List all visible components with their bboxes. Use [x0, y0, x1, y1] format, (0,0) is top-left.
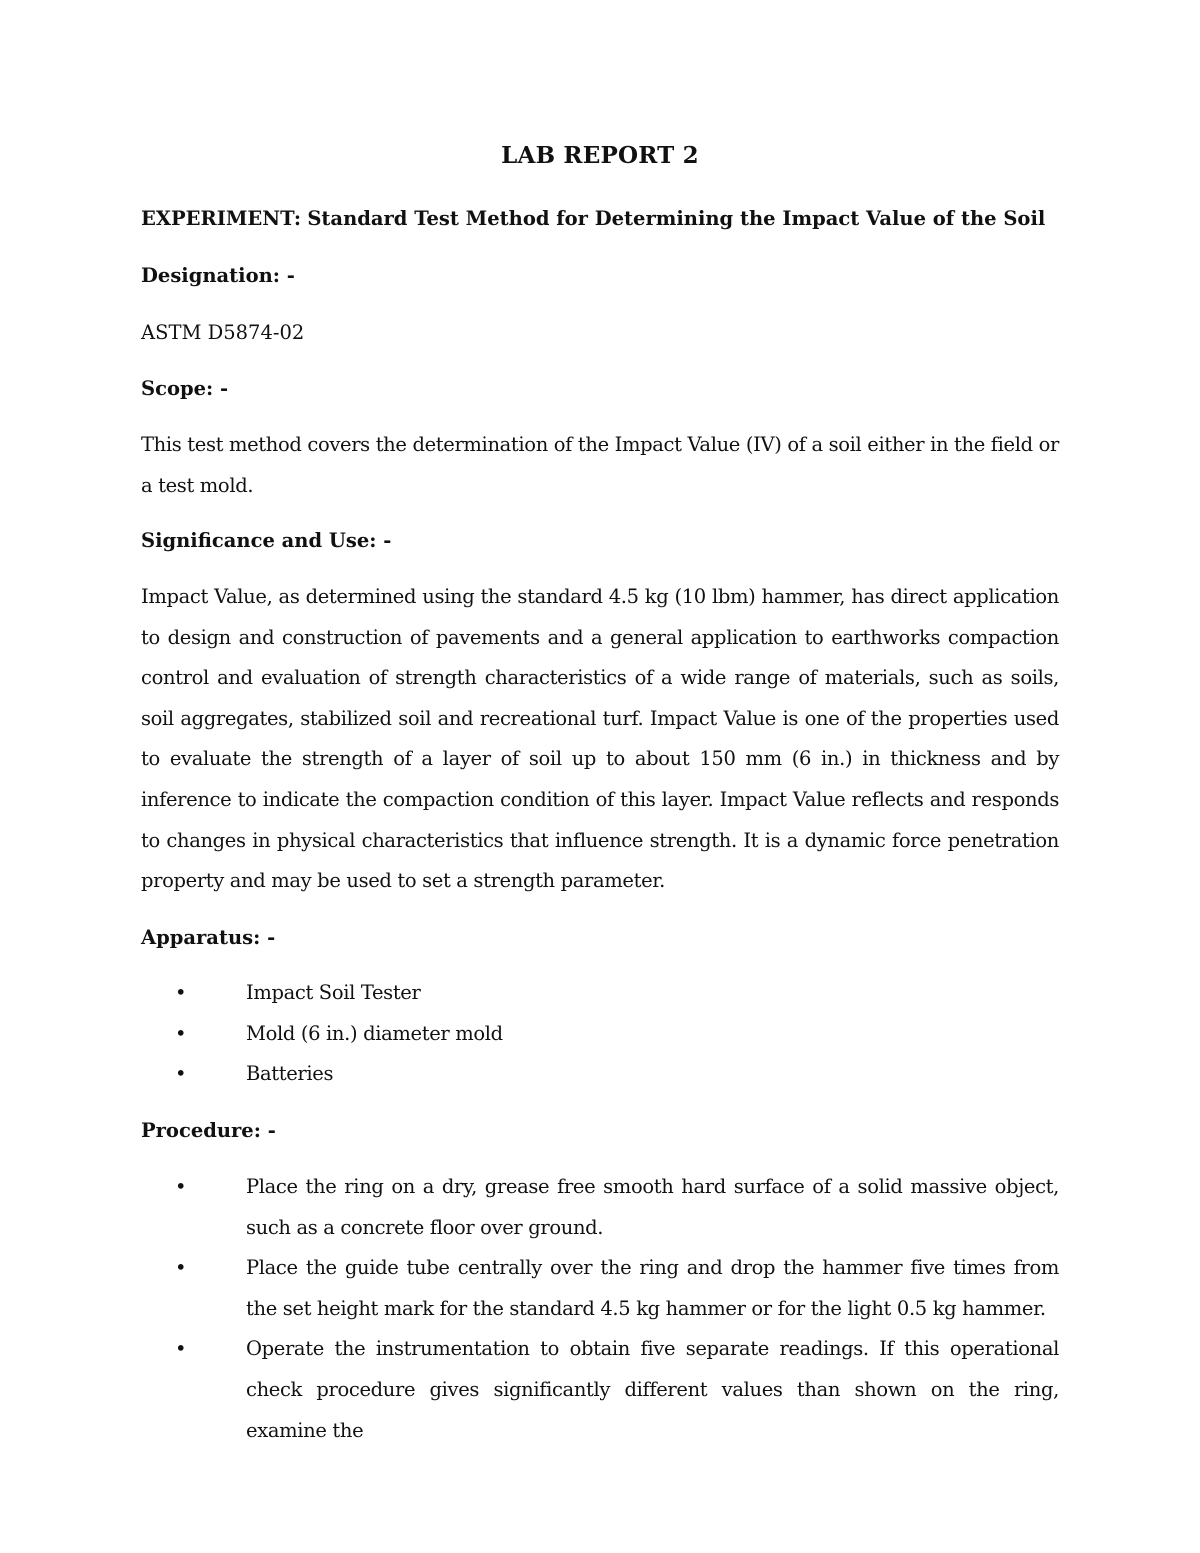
list-item — [141, 1248, 1059, 1329]
list-item — [141, 1329, 1059, 1451]
apparatus-item-text: Batteries — [246, 1062, 334, 1086]
procedure-heading: Procedure: - — [141, 1119, 276, 1142]
apparatus-list — [141, 973, 1059, 1095]
procedure-list — [141, 1167, 1059, 1451]
apparatus-item-text: Mold (6 in.) diameter mold — [246, 1021, 503, 1045]
apparatus-item-text: Impact Soil Tester — [246, 981, 421, 1004]
list-item — [141, 1167, 1059, 1248]
designation-heading: Designation: - — [141, 264, 295, 287]
procedure-item-text: Operate the instrumentation to obtain five separate readings. If this operational check procedure gives significantly different values than shown on the ring, examine the — [246, 1337, 1059, 1442]
procedure-item-text: Place the ring on a dry, grease free smooth hard surface of a solid massive object, such as a concrete floor over ground. — [246, 1175, 1059, 1239]
list-item — [141, 1054, 1059, 1095]
experiment-title: Standard Test Method for Determining the Impact Value of the Soil — [307, 207, 1046, 230]
bullet-icon: • — [175, 1021, 187, 1045]
significance-paragraph: Impact Value, as determined using the standard 4.5 kg (10 lbm) hammer, has direct application to design and construction of pavements and a general application to earthworks compaction control and evaluation of strength characteristics of a wide range of materials, such as soils, soil aggregates, stabilized soil and recreational turf. Impact Value is one of the properties used to evaluate the strength of a layer of soil up to about 150 mm (6 in.) in thickness and by inference to indicate the compaction condition of this layer. Impact Value reflects and responds to changes in physical characteristics that influence strength. It is a dynamic force penetration property and may be used to set a strength parameter. — [141, 585, 1059, 893]
designation-value: ASTM D5874-02 — [141, 321, 305, 344]
significance-heading: Significance and Use: - — [141, 529, 392, 552]
apparatus-heading: Apparatus: - — [141, 926, 276, 949]
scope-paragraph: This test method covers the determination of the Impact Value (IV) of a soil either in the field or a test mold. — [141, 433, 1059, 497]
bullet-icon: • — [175, 981, 187, 1004]
experiment-line — [141, 207, 1059, 230]
scope-heading: Scope: - — [141, 377, 229, 400]
procedure-item-text: Place the guide tube centrally over the ring and drop the hammer five times from the set height mark for the standard 4.5 kg hammer or for the light 0.5 kg hammer. — [246, 1256, 1059, 1320]
experiment-label: EXPERIMENT: — [141, 207, 302, 230]
bullet-icon: • — [175, 1256, 187, 1280]
list-item — [141, 1014, 1059, 1055]
list-item — [141, 973, 1059, 1014]
bullet-icon: • — [175, 1175, 187, 1198]
document-title: LAB REPORT 2 — [501, 142, 699, 169]
bullet-icon: • — [175, 1062, 187, 1086]
bullet-icon: • — [175, 1337, 187, 1361]
